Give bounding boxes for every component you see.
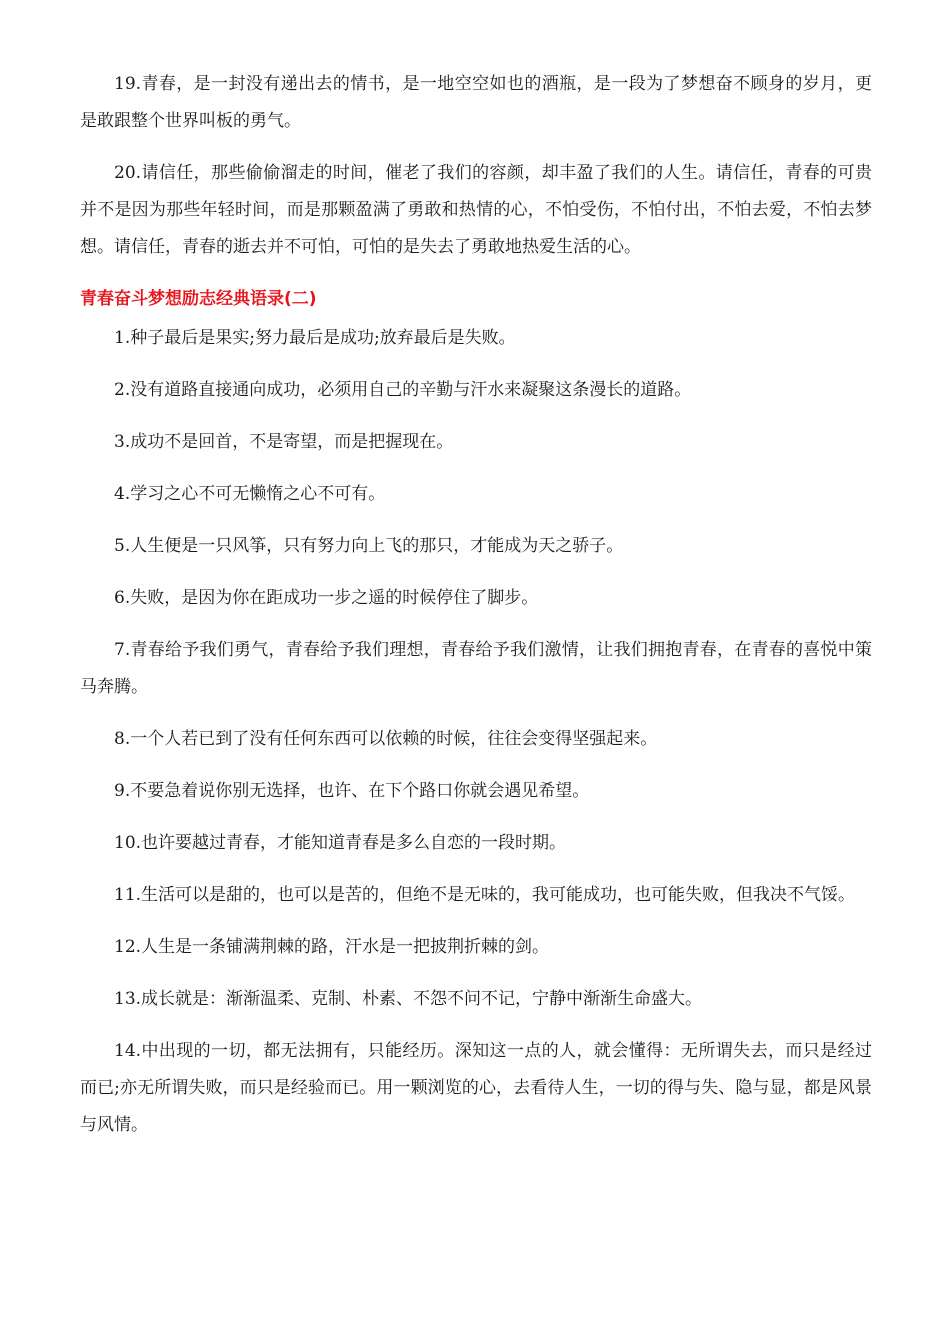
quote-paragraph: 9.不要急着说你别无选择，也许、在下个路口你就会遇见希望。 bbox=[114, 781, 590, 801]
quote-paragraph: 11.生活可以是甜的，也可以是苦的，但绝不是无味的，我可能成功，也可能失败，但我决不气馁。 bbox=[114, 885, 856, 905]
section-heading: 青春奋斗梦想励志经典语录(二) bbox=[80, 289, 317, 309]
quote-paragraph: 7.青春给予我们勇气，青春给予我们理想，青春给予我们激情，让我们拥抱青春，在青春的喜悦中策马奔腾。 bbox=[80, 640, 872, 697]
quote-paragraph: 5.人生便是一只风筝，只有努力向上飞的那只，才能成为天之骄子。 bbox=[114, 536, 624, 556]
quote-paragraph: 8.一个人若已到了没有任何东西可以依赖的时候，往往会变得坚强起来。 bbox=[114, 729, 658, 749]
section-quotes-part1 bbox=[80, 66, 872, 266]
document-page bbox=[80, 66, 872, 1159]
quote-paragraph: 10.也许要越过青春，才能知道青春是多么自恋的一段时期。 bbox=[114, 833, 567, 853]
quote-paragraph: 2.没有道路直接通向成功，必须用自己的辛勤与汗水来凝聚这条漫长的道路。 bbox=[114, 380, 692, 400]
section-quotes-part2 bbox=[80, 281, 872, 1144]
quote-paragraph: 6.失败，是因为你在距成功一步之遥的时候停住了脚步。 bbox=[114, 588, 539, 608]
quote-paragraph: 3.成功不是回首，不是寄望，而是把握现在。 bbox=[114, 432, 454, 452]
quote-paragraph: 14.中出现的一切，都无法拥有，只能经历。深知这一点的人，就会懂得：无所谓失去，而只是经过而已;亦无所谓失败，而只是经验而已。用一颗浏览的心，去看待人生，一切的得与失、隐与显，都是风景与风情。 bbox=[80, 1041, 872, 1135]
quote-paragraph: 19.青春，是一封没有递出去的情书，是一地空空如也的酒瓶，是一段为了梦想奋不顾身的岁月，更是敢跟整个世界叫板的勇气。 bbox=[80, 74, 872, 131]
quote-paragraph: 12.人生是一条铺满荆棘的路，汗水是一把披荆折棘的剑。 bbox=[114, 937, 550, 957]
quote-paragraph: 4.学习之心不可无懒惰之心不可有。 bbox=[114, 484, 386, 504]
quote-paragraph: 1.种子最后是果实;努力最后是成功;放弃最后是失败。 bbox=[114, 328, 516, 348]
quote-paragraph: 20.请信任，那些偷偷溜走的时间，催老了我们的容颜，却丰盈了我们的人生。请信任，青春的可贵并不是因为那些年轻时间，而是那颗盈满了勇敢和热情的心，不怕受伤，不怕付出，不怕去爱，不怕去梦想。请信任，青春的逝去并不可怕，可怕的是失去了勇敢地热爱生活的心。 bbox=[80, 163, 872, 257]
quote-paragraph: 13.成长就是：渐渐温柔、克制、朴素、不怨不问不记，宁静中渐渐生命盛大。 bbox=[114, 989, 703, 1009]
